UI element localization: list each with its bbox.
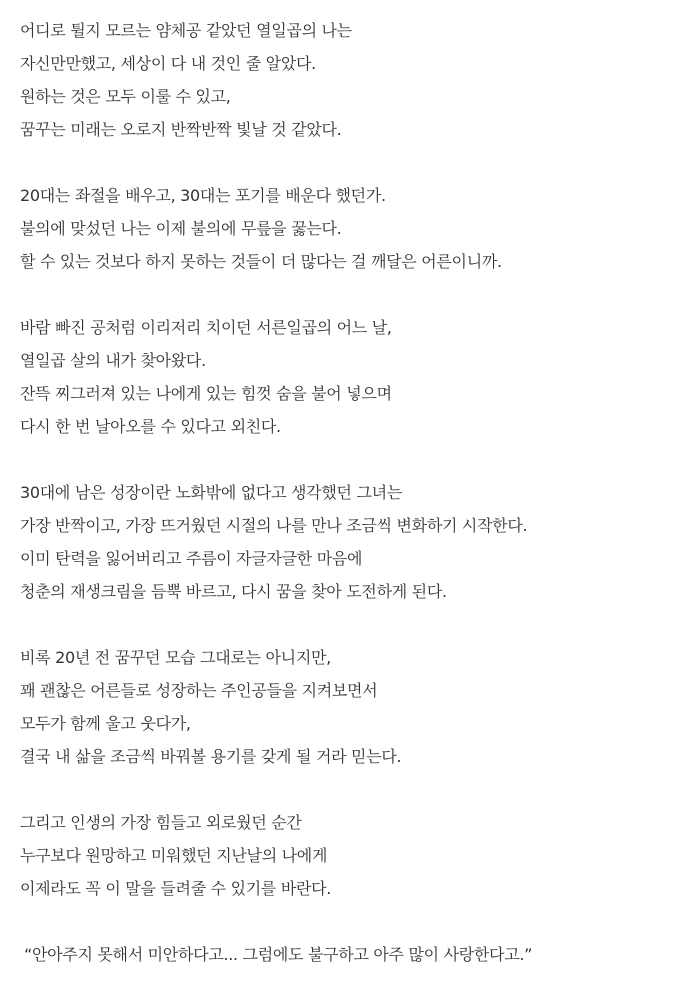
text-line: 꽤 괜찮은 어른들로 성장하는 주인공들을 지켜보면서 bbox=[20, 681, 378, 700]
text-line: 가장 반짝이고, 가장 뜨거웠던 시절의 나를 만나 조금씩 변화하기 시작한다. bbox=[20, 516, 528, 535]
text-line: 할 수 있는 것보다 하지 못하는 것들이 더 많다는 걸 깨달은 어른이니까. bbox=[20, 252, 502, 271]
text-line: 원하는 것은 모두 이룰 수 있고, bbox=[20, 87, 231, 106]
text-line: 잔뜩 찌그러져 있는 나에게 있는 힘껏 숨을 불어 넣으며 bbox=[20, 384, 392, 403]
text-line: 불의에 맞섰던 나는 이제 불의에 무릎을 꿇는다. bbox=[20, 219, 342, 238]
stanza-2 bbox=[20, 179, 700, 278]
text-line: 자신만만했고, 세상이 다 내 것인 줄 알았다. bbox=[20, 54, 316, 73]
stanza-6 bbox=[20, 806, 700, 905]
closing-quote: “안아주지 못해서 미안하다고... 그럼에도 불구하고 아주 많이 사랑한다고.” bbox=[24, 945, 533, 964]
stanza-4 bbox=[20, 476, 700, 608]
stanza-5 bbox=[20, 641, 700, 773]
text-line: 열일곱 살의 내가 찾아왔다. bbox=[20, 351, 206, 370]
text-line: 이제라도 꼭 이 말을 들려줄 수 있기를 바란다. bbox=[20, 879, 332, 898]
text-line: 모두가 함께 울고 웃다가, bbox=[20, 714, 191, 733]
text-line: 꿈꾸는 미래는 오로지 반짝반짝 빛날 것 같았다. bbox=[20, 120, 342, 139]
text-line: 어디로 튈지 모르는 얌체공 같았던 열일곱의 나는 bbox=[20, 21, 352, 40]
text-line: 비록 20년 전 꿈꾸던 모습 그대로는 아니지만, bbox=[20, 648, 331, 667]
text-line: 누구보다 원망하고 미워했던 지난날의 나에게 bbox=[20, 846, 328, 865]
text-line: 이미 탄력을 잃어버리고 주름이 자글자글한 마음에 bbox=[20, 549, 363, 568]
text-line: 그리고 인생의 가장 힘들고 외로웠던 순간 bbox=[20, 813, 302, 832]
text-line: 결국 내 삶을 조금씩 바꿔볼 용기를 갖게 될 거라 믿는다. bbox=[20, 747, 402, 766]
text-line: 청춘의 재생크림을 듬뿍 바르고, 다시 꿈을 찾아 도전하게 된다. bbox=[20, 582, 447, 601]
text-line: 30대에 남은 성장이란 노화밖에 없다고 생각했던 그녀는 bbox=[20, 483, 402, 502]
stanza-1 bbox=[20, 14, 700, 146]
text-line: 다시 한 번 날아오를 수 있다고 외친다. bbox=[20, 417, 281, 436]
text-line: 바람 빠진 공처럼 이리저리 치이던 서른일곱의 어느 날, bbox=[20, 318, 392, 337]
stanza-3 bbox=[20, 311, 700, 443]
text-line: 20대는 좌절을 배우고, 30대는 포기를 배운다 했던가. bbox=[20, 186, 386, 205]
